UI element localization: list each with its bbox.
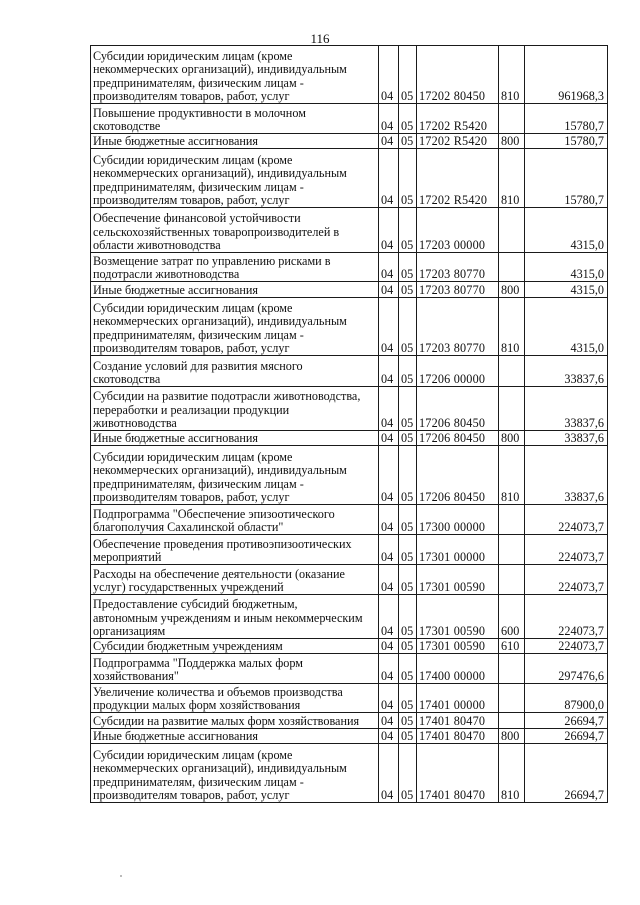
section-code-cell: 04: [379, 253, 399, 282]
subsection-code-cell: 05: [399, 639, 417, 654]
section-code-cell: 04: [379, 744, 399, 803]
subsection-code-cell: 05: [399, 684, 417, 713]
expense-type-cell: 810: [499, 46, 525, 104]
budget-table-body: [91, 46, 608, 803]
table-row: [91, 595, 608, 639]
amount-cell: 961968,3: [525, 46, 608, 104]
subsection-code-cell: 05: [399, 149, 417, 208]
table-row: [91, 565, 608, 595]
expense-type-cell: [499, 684, 525, 713]
section-code-cell: 04: [379, 565, 399, 595]
target-article-cell: 17400 00000: [417, 654, 499, 684]
amount-cell: 15780,7: [525, 149, 608, 208]
target-article-cell: 17401 80470: [417, 729, 499, 744]
budget-table: [90, 45, 608, 803]
amount-cell: 4315,0: [525, 208, 608, 253]
target-article-cell: 17203 80770: [417, 282, 499, 298]
section-code-cell: 04: [379, 639, 399, 654]
target-article-cell: 17301 00590: [417, 565, 499, 595]
subsection-code-cell: 05: [399, 431, 417, 446]
amount-cell: 4315,0: [525, 282, 608, 298]
amount-cell: 33837,6: [525, 387, 608, 431]
subsection-code-cell: 05: [399, 505, 417, 535]
expense-type-cell: [499, 387, 525, 431]
section-code-cell: 04: [379, 149, 399, 208]
amount-cell: 26694,7: [525, 744, 608, 803]
table-row: [91, 282, 608, 298]
expense-name-cell: Расходы на обеспечение деятельности (оказание услуг) государственных учреждений: [91, 565, 379, 595]
expense-name-cell: Подпрограмма "Поддержка малых форм хозяйствования": [91, 654, 379, 684]
target-article-cell: 17300 00000: [417, 505, 499, 535]
section-code-cell: 04: [379, 431, 399, 446]
expense-type-cell: 800: [499, 431, 525, 446]
expense-name-cell: Обеспечение финансовой устойчивости сельскохозяйственных товаропроизводителей в области животноводства: [91, 208, 379, 253]
subsection-code-cell: 05: [399, 134, 417, 149]
section-code-cell: 04: [379, 595, 399, 639]
target-article-cell: 17203 00000: [417, 208, 499, 253]
table-row: [91, 654, 608, 684]
expense-name-cell: Субсидии на развитие подотрасли животноводства, переработки и реализации продукции животноводства: [91, 387, 379, 431]
expense-name-cell: Субсидии на развитие малых форм хозяйствования: [91, 713, 379, 729]
section-code-cell: 04: [379, 356, 399, 387]
target-article-cell: 17401 80470: [417, 713, 499, 729]
target-article-cell: 17203 80770: [417, 253, 499, 282]
amount-cell: 4315,0: [525, 298, 608, 356]
section-code-cell: 04: [379, 505, 399, 535]
expense-name-cell: Обеспечение проведения противоэпизоотических мероприятий: [91, 535, 379, 565]
subsection-code-cell: 05: [399, 744, 417, 803]
amount-cell: 33837,6: [525, 446, 608, 505]
subsection-code-cell: 05: [399, 713, 417, 729]
table-row: [91, 46, 608, 104]
table-row: [91, 639, 608, 654]
target-article-cell: 17301 00000: [417, 535, 499, 565]
expense-name-cell: Иные бюджетные ассигнования: [91, 431, 379, 446]
page-number: 116: [310, 31, 330, 46]
amount-cell: 224073,7: [525, 535, 608, 565]
target-article-cell: 17202 R5420: [417, 149, 499, 208]
section-code-cell: 04: [379, 104, 399, 134]
expense-type-cell: 810: [499, 744, 525, 803]
expense-type-cell: [499, 356, 525, 387]
expense-type-cell: 800: [499, 729, 525, 744]
expense-type-cell: [499, 654, 525, 684]
section-code-cell: 04: [379, 298, 399, 356]
table-row: [91, 134, 608, 149]
table-row: [91, 104, 608, 134]
section-code-cell: 04: [379, 208, 399, 253]
expense-name-cell: Возмещение затрат по управлению рисками в подотрасли животноводства: [91, 253, 379, 282]
subsection-code-cell: 05: [399, 282, 417, 298]
target-article-cell: 17206 80450: [417, 431, 499, 446]
table-row: [91, 208, 608, 253]
table-row: [91, 253, 608, 282]
expense-type-cell: 810: [499, 298, 525, 356]
table-row: [91, 713, 608, 729]
target-article-cell: 17206 80450: [417, 387, 499, 431]
target-article-cell: 17401 80470: [417, 744, 499, 803]
subsection-code-cell: 05: [399, 387, 417, 431]
amount-cell: 4315,0: [525, 253, 608, 282]
expense-name-cell: Субсидии юридическим лицам (кроме некоммерческих организаций), индивидуальным предпринимателям, физическим лицам - производителям товаров, работ, услуг: [91, 446, 379, 505]
expense-name-cell: Повышение продуктивности в молочном скотоводстве: [91, 104, 379, 134]
subsection-code-cell: 05: [399, 298, 417, 356]
expense-name-cell: Подпрограмма "Обеспечение эпизоотического благополучия Сахалинской области": [91, 505, 379, 535]
expense-name-cell: Иные бюджетные ассигнования: [91, 729, 379, 744]
table-row: [91, 505, 608, 535]
expense-type-cell: [499, 535, 525, 565]
expense-name-cell: Предоставление субсидий бюджетным, автономным учреждениям и иным некоммерческим организациям: [91, 595, 379, 639]
expense-name-cell: Иные бюджетные ассигнования: [91, 282, 379, 298]
target-article-cell: 17206 00000: [417, 356, 499, 387]
amount-cell: 224073,7: [525, 595, 608, 639]
section-code-cell: 04: [379, 134, 399, 149]
section-code-cell: 04: [379, 46, 399, 104]
subsection-code-cell: 05: [399, 253, 417, 282]
expense-type-cell: 800: [499, 282, 525, 298]
amount-cell: 26694,7: [525, 729, 608, 744]
expense-name-cell: Субсидии юридическим лицам (кроме некоммерческих организаций), индивидуальным предпринимателям, физическим лицам - производителям товаров, работ, услуг: [91, 744, 379, 803]
table-row: [91, 431, 608, 446]
expense-type-cell: 810: [499, 149, 525, 208]
expense-name-cell: Субсидии юридическим лицам (кроме некоммерческих организаций), индивидуальным предпринимателям, физическим лицам - производителям товаров, работ, услуг: [91, 298, 379, 356]
subsection-code-cell: 05: [399, 654, 417, 684]
amount-cell: 224073,7: [525, 639, 608, 654]
expense-name-cell: Субсидии бюджетным учреждениям: [91, 639, 379, 654]
target-article-cell: 17202 80450: [417, 46, 499, 104]
subsection-code-cell: 05: [399, 46, 417, 104]
section-code-cell: 04: [379, 535, 399, 565]
amount-cell: 33837,6: [525, 431, 608, 446]
target-article-cell: 17203 80770: [417, 298, 499, 356]
subsection-code-cell: 05: [399, 565, 417, 595]
section-code-cell: 04: [379, 282, 399, 298]
section-code-cell: 04: [379, 713, 399, 729]
table-row: [91, 446, 608, 505]
table-row: [91, 729, 608, 744]
section-code-cell: 04: [379, 654, 399, 684]
expense-type-cell: 800: [499, 134, 525, 149]
expense-type-cell: [499, 505, 525, 535]
target-article-cell: 17301 00590: [417, 639, 499, 654]
table-row: [91, 535, 608, 565]
subsection-code-cell: 05: [399, 729, 417, 744]
subsection-code-cell: 05: [399, 535, 417, 565]
subsection-code-cell: 05: [399, 208, 417, 253]
amount-cell: 224073,7: [525, 565, 608, 595]
expense-name-cell: Увеличение количества и объемов производства продукции малых форм хозяйствования: [91, 684, 379, 713]
target-article-cell: 17202 R5420: [417, 104, 499, 134]
table-row: [91, 356, 608, 387]
table-row: [91, 149, 608, 208]
expense-name-cell: Иные бюджетные ассигнования: [91, 134, 379, 149]
expense-name-cell: Субсидии юридическим лицам (кроме некоммерческих организаций), индивидуальным предпринимателям, физическим лицам - производителям товаров, работ, услуг: [91, 149, 379, 208]
subsection-code-cell: 05: [399, 104, 417, 134]
section-code-cell: 04: [379, 684, 399, 713]
section-code-cell: 04: [379, 729, 399, 744]
expense-type-cell: [499, 104, 525, 134]
expense-type-cell: [499, 208, 525, 253]
expense-type-cell: [499, 713, 525, 729]
amount-cell: 33837,6: [525, 356, 608, 387]
table-row: [91, 744, 608, 803]
scan-speck: [120, 875, 122, 877]
target-article-cell: 17202 R5420: [417, 134, 499, 149]
target-article-cell: 17401 00000: [417, 684, 499, 713]
amount-cell: 15780,7: [525, 104, 608, 134]
target-article-cell: 17301 00590: [417, 595, 499, 639]
subsection-code-cell: 05: [399, 595, 417, 639]
table-row: [91, 684, 608, 713]
expense-type-cell: [499, 253, 525, 282]
amount-cell: 297476,6: [525, 654, 608, 684]
table-row: [91, 387, 608, 431]
expense-type-cell: 600: [499, 595, 525, 639]
target-article-cell: 17206 80450: [417, 446, 499, 505]
expense-name-cell: Субсидии юридическим лицам (кроме некоммерческих организаций), индивидуальным предпринимателям, физическим лицам - производителям товаров, работ, услуг: [91, 46, 379, 104]
expense-type-cell: 810: [499, 446, 525, 505]
amount-cell: 87900,0: [525, 684, 608, 713]
subsection-code-cell: 05: [399, 356, 417, 387]
amount-cell: 15780,7: [525, 134, 608, 149]
section-code-cell: 04: [379, 446, 399, 505]
amount-cell: 26694,7: [525, 713, 608, 729]
section-code-cell: 04: [379, 387, 399, 431]
expense-type-cell: 610: [499, 639, 525, 654]
expense-name-cell: Создание условий для развития мясного скотоводства: [91, 356, 379, 387]
table-row: [91, 298, 608, 356]
subsection-code-cell: 05: [399, 446, 417, 505]
amount-cell: 224073,7: [525, 505, 608, 535]
expense-type-cell: [499, 565, 525, 595]
